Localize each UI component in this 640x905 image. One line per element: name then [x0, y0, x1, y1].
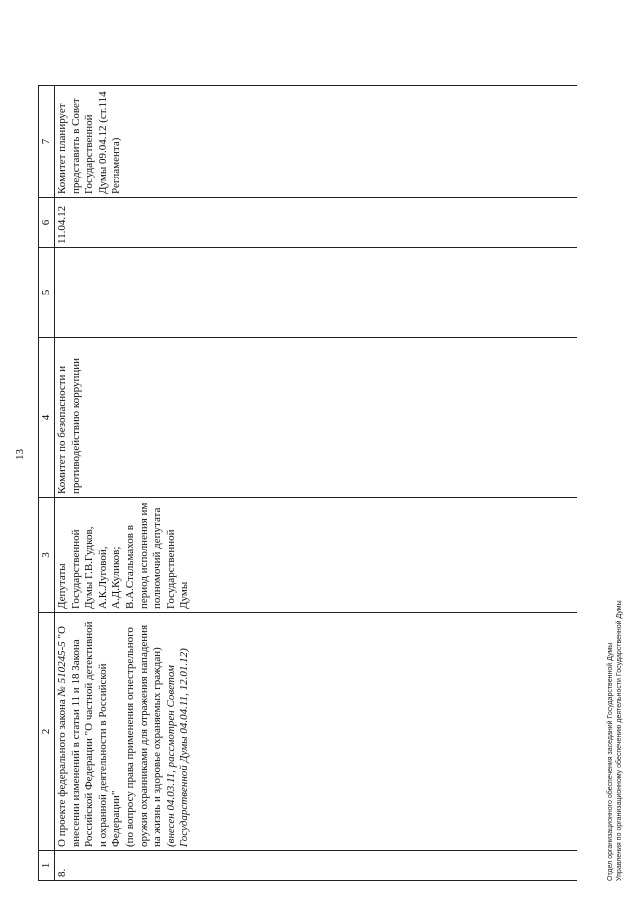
bills-table — [38, 85, 577, 881]
bill-title-rest: "О внесении изменений в статьи 11 и 18 Закона Российской Федерации "О частной детективной и охранной деятельности в Российской Федерации" — [56, 621, 123, 847]
footer-line-2: Управления по организационному обеспечению деятельности Государственной Думы — [616, 600, 623, 881]
page-number: 13 — [14, 449, 26, 460]
bill-number: № 510245-5 — [56, 641, 68, 697]
responsible-committee: Комитет по безопасности и противодействию коррупции — [55, 338, 578, 498]
col-header-6: 6 — [39, 198, 55, 248]
bill-note: (по вопросу права применения огнестрельного оружия охранниками для отражения нападения на жизнь и здоровье охраняемых граждан) — [123, 624, 164, 847]
col-header-2: 2 — [39, 613, 55, 851]
review-date: 11.04.12 — [55, 198, 578, 248]
col5-cell — [55, 248, 578, 338]
col-header-7: 7 — [39, 86, 55, 198]
bill-authors: Депутаты Государственной Думы Г.В.Гудков, А.К.Луговой, А.Д.Куликов; В.А.Стальмахов в период исполнения им полномочий депутата Государственной Думы — [55, 498, 578, 613]
col-header-3: 3 — [39, 498, 55, 613]
table-row — [55, 86, 578, 881]
bill-title-prefix: О проекте федерального закона — [56, 696, 68, 847]
bill-description — [55, 613, 578, 851]
row-number: 8. — [55, 851, 578, 881]
header-row — [39, 86, 55, 881]
remark-cell: Комитет планирует представить в Совет Государственной Думы 09.04.12 (ст.114 Регламента) — [55, 86, 578, 198]
col-header-4: 4 — [39, 338, 55, 498]
bill-submitted: (внесен 04.03.11, рассмотрен Советом Государственной Думы 04.04.11, 12.01.12) — [164, 648, 191, 847]
col-header-5: 5 — [39, 248, 55, 338]
col-header-1: 1 — [39, 851, 55, 881]
footer-line-1: Отдел организационного обеспечения заседаний Государственной Думы — [607, 642, 614, 881]
footer — [606, 600, 624, 881]
